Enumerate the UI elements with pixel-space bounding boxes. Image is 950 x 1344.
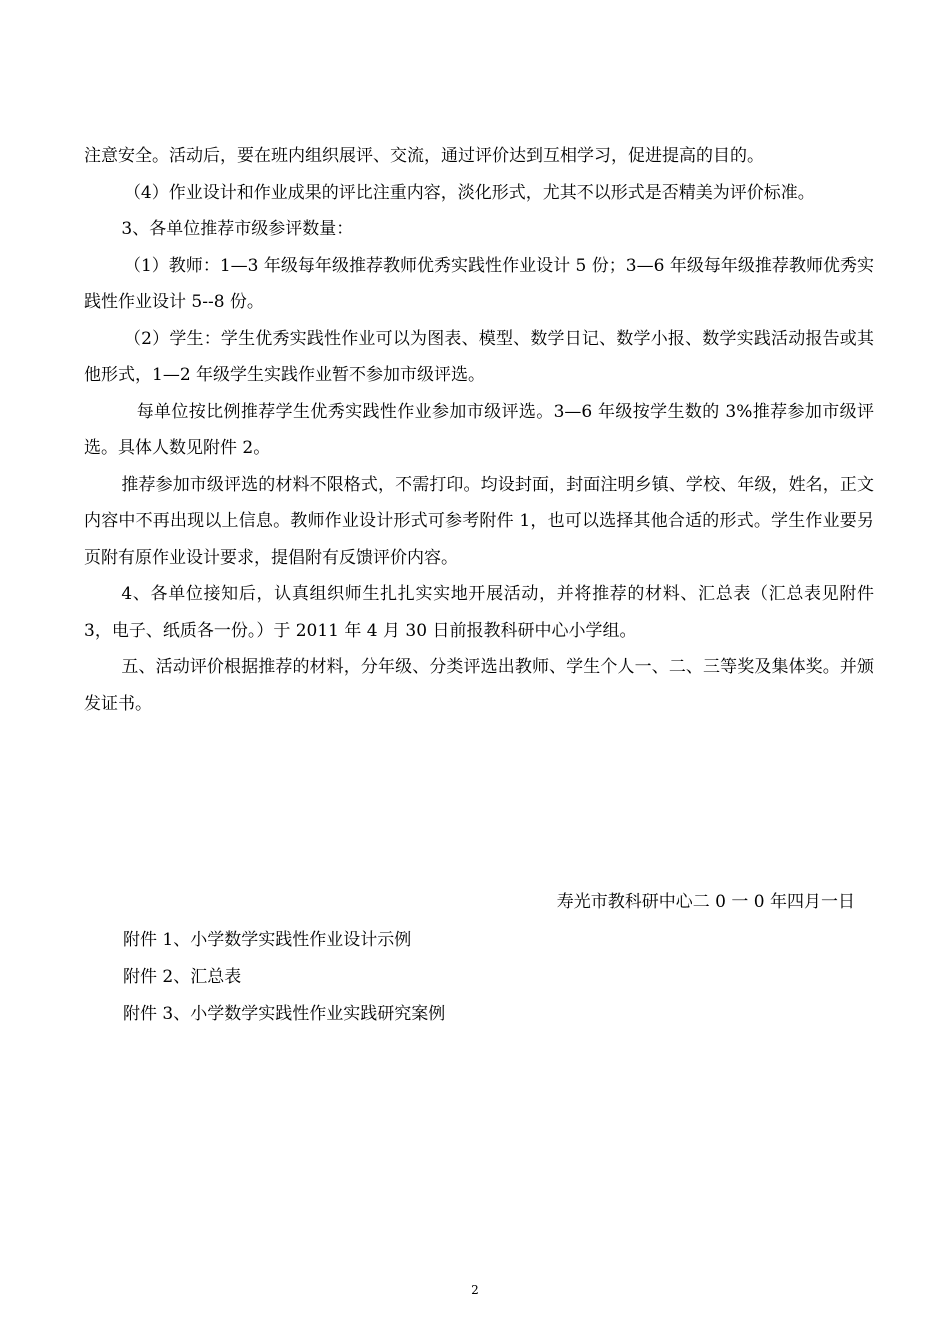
paragraph-teacher-quota: （1）教师：1—3 年级每年级推荐教师优秀实践性作业设计 5 份；3—6 年级每年级推荐教师优秀实践性作业设计 5--8 份。: [84, 255, 874, 312]
paragraph-evaluation-principle: （4）作业设计和作业成果的评比注重内容，淡化形式，尤其不以形式是否精美为评价标准。: [123, 182, 815, 203]
attachment-list: [123, 922, 445, 1033]
paragraph-safety-note: 注意安全。活动后，要在班内组织展评、交流，通过评价达到互相学习，促进提高的目的。: [84, 146, 764, 166]
paragraph-student-quota: 每单位按比例推荐学生优秀实践性作业参加市级评选。3—6 年级按学生数的 3%推荐参加市级评选。具体人数见附件 2。: [84, 401, 874, 458]
attachment-item: 附件 1、小学数学实践性作业设计示例: [123, 930, 412, 950]
attachment-item: 附件 3、小学数学实践性作业实践研究案例: [123, 1004, 446, 1024]
attachment-item: 附件 2、汇总表: [123, 967, 242, 987]
issuer-signature-date: 寿光市教科研中心二 0 一 0 年四月一日: [556, 892, 855, 912]
page-number: 2: [471, 1283, 479, 1297]
paragraph-student-forms: （2）学生：学生优秀实践性作业可以为图表、模型、数学日记、数学小报、数学实践活动报告或其他形式，1—2 年级学生实践作业暂不参加市级评选。: [84, 328, 874, 385]
document-body: [84, 138, 874, 722]
paragraph-material-format: 推荐参加市级评选的材料不限格式，不需打印。均设封面，封面注明乡镇、学校、年级，姓名，正文内容中不再出现以上信息。教师作业设计形式可参考附件 1，也可以选择其他合适的形式。学生作业要另页附有原作业设计要求，提倡附有反馈评价内容。: [84, 474, 874, 568]
paragraph-awards: 五、活动评价根据推荐的材料，分年级、分类评选出教师、学生个人一、二、三等奖及集体奖。并颁发证书。: [84, 657, 874, 714]
paragraph-recommendation-heading: 3、各单位推荐市级参评数量：: [121, 219, 354, 239]
paragraph-submission-deadline: 4、各单位接知后，认真组织师生扎扎实实地开展活动，并将推荐的材料、汇总表（汇总表见附件 3，电子、纸质各一份。）于 2011 年 4 月 30 日前报教科研中心小学组。: [84, 584, 874, 641]
